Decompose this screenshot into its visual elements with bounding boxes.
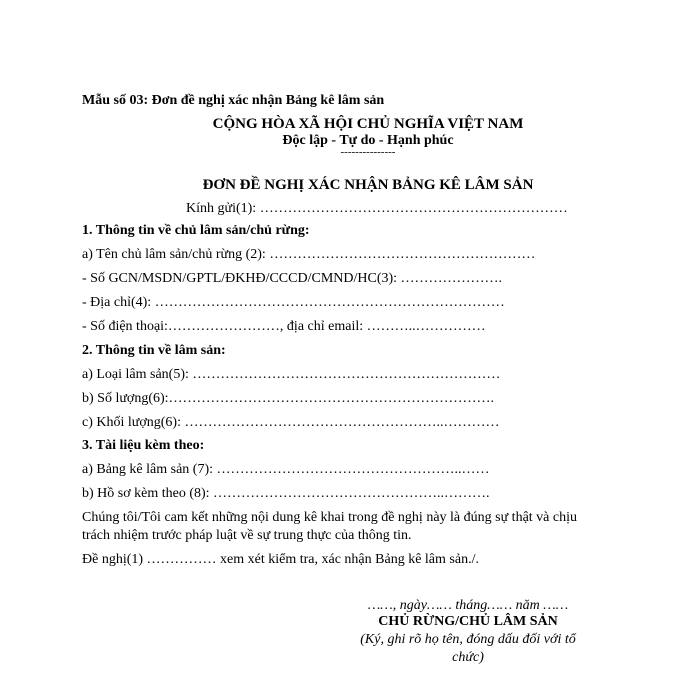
header-divider: ---------------	[340, 146, 396, 158]
document-title: ĐƠN ĐỀ NGHỊ XÁC NHẬN BẢNG KÊ LÂM SẢN	[202, 177, 534, 193]
section3-heading: 3. Tài liệu kèm theo:	[82, 438, 205, 453]
signature-date: ……, ngày…… tháng…… năm ……	[367, 598, 569, 613]
phone-email-field: - Số điện thoại:……………………, địa chỉ email: ………..……………	[82, 319, 486, 334]
product-list-field: a) Bảng kê lâm sản (7): ……………………………………………..……	[82, 462, 490, 477]
address-field: - Địa chỉ(4): …………………………………………………………………	[82, 295, 505, 310]
commitment-text-line1: Chúng tôi/Tôi cam kết những nội dung kê khai trong đề nghị này là đúng sự thật và chịu	[82, 510, 577, 525]
signature-note-line1: (Ký, ghi rõ họ tên, đóng dấu đối với tổ	[360, 632, 576, 647]
national-motto: Độc lập - Tự do - Hạnh phúc	[282, 133, 454, 148]
recipient-line: Kính gửi(1): …………………………………………………………	[186, 201, 568, 216]
attached-docs-field: b) Hồ sơ kèm theo (8): …………………………………………..……….	[82, 486, 490, 501]
commitment-text-line2: trách nhiệm trước pháp luật về sự trung thực của thông tin.	[82, 528, 412, 543]
section1-heading: 1. Thông tin về chủ lâm sản/chủ rừng:	[82, 223, 310, 238]
form-code: Mẫu số 03: Đơn đề nghị xác nhận Bảng kê lâm sản	[82, 93, 385, 108]
section2-heading: 2. Thông tin về lâm sản:	[82, 343, 226, 358]
country-name: CỘNG HÒA XÃ HỘI CHỦ NGHĨA VIỆT NAM	[212, 116, 524, 132]
forest-product-type-field: a) Loại lâm sản(5): …………………………………………………………	[82, 367, 501, 382]
signature-note-line2: chức)	[452, 650, 484, 665]
id-number-field: - Số GCN/MSDN/GPTL/ĐKHĐ/CCCD/CMND/HC(3): ………………….	[82, 271, 503, 286]
signature-title: CHỦ RỪNG/CHỦ LÂM SẢN	[378, 614, 558, 629]
quantity-field: b) Số lượng(6):…………………………………………………………….	[82, 391, 495, 406]
owner-name-field: a) Tên chủ lâm sản/chủ rừng (2): …………………………………………………	[82, 247, 536, 262]
volume-field: c) Khối lượng(6): ………………………………………………..…………	[82, 415, 500, 430]
request-line: Đề nghị(1) …………… xem xét kiểm tra, xác nhận Bảng kê lâm sản./.	[82, 552, 479, 567]
